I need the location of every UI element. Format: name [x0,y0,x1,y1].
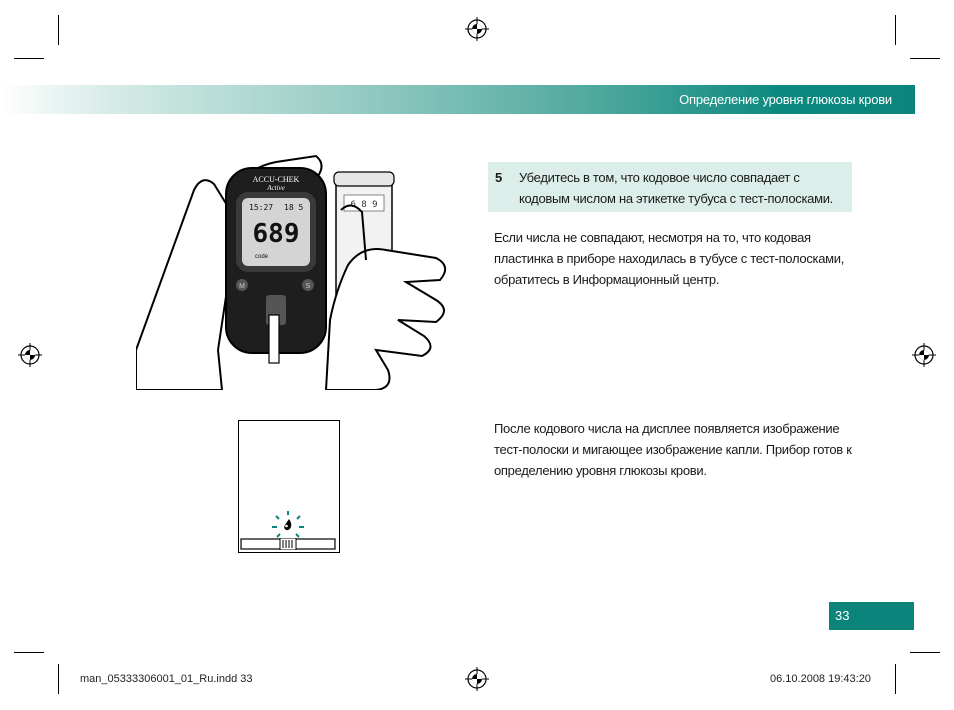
registration-mark-icon [465,17,489,41]
crop-mark [895,15,896,45]
crop-mark [58,664,59,694]
crop-mark [14,652,44,653]
meter-illustration [136,150,458,390]
meter-brand: ACCU-CHEK [252,175,300,184]
meter-button-s: S [305,283,311,290]
registration-mark-icon [912,343,936,367]
step-text: Убедитесь в том, что кодовое число совпадает с кодовым числом на этикетке тубуса с тест-полосками. [519,170,833,206]
header-title: Определение уровня глюкозы крови [679,92,892,107]
footer-file: man_05333306001_01_Ru.indd 33 [80,673,253,685]
crop-mark [14,58,44,59]
meter-date: 18 5 [284,203,304,212]
meter-time: 15:27 [249,203,274,212]
crop-mark [910,58,940,59]
crop-mark [58,15,59,45]
vial-code: 6 8 9 [350,200,378,210]
meter-model: Active [267,184,285,192]
blood-drop-icon [270,510,306,540]
registration-mark-icon [465,667,489,691]
crop-mark [910,652,940,653]
meter-button-m: M [239,283,245,290]
paragraph-ready: После кодового числа на дисплее появляется изображение тест-полоски и мигающее изображение капли. Прибор готов к определению уровня глюкозы крови. [494,421,852,478]
crop-mark [895,664,896,694]
footer-datetime: 06.10.2008 19:43:20 [770,673,871,685]
test-strip-icon [240,538,336,550]
paragraph-mismatch: Если числа не совпадают, несмотря на то, что кодовая пластинка в приборе находилась в тубусе с тест-полосками, обратитесь в Информационный центр. [494,230,845,287]
test-strip [269,315,279,363]
step-number: 5 [495,170,503,185]
page-number: 33 [835,608,850,623]
registration-mark-icon [18,343,42,367]
meter-code-label: code [255,254,269,260]
meter-code-display: 689 [252,219,300,249]
